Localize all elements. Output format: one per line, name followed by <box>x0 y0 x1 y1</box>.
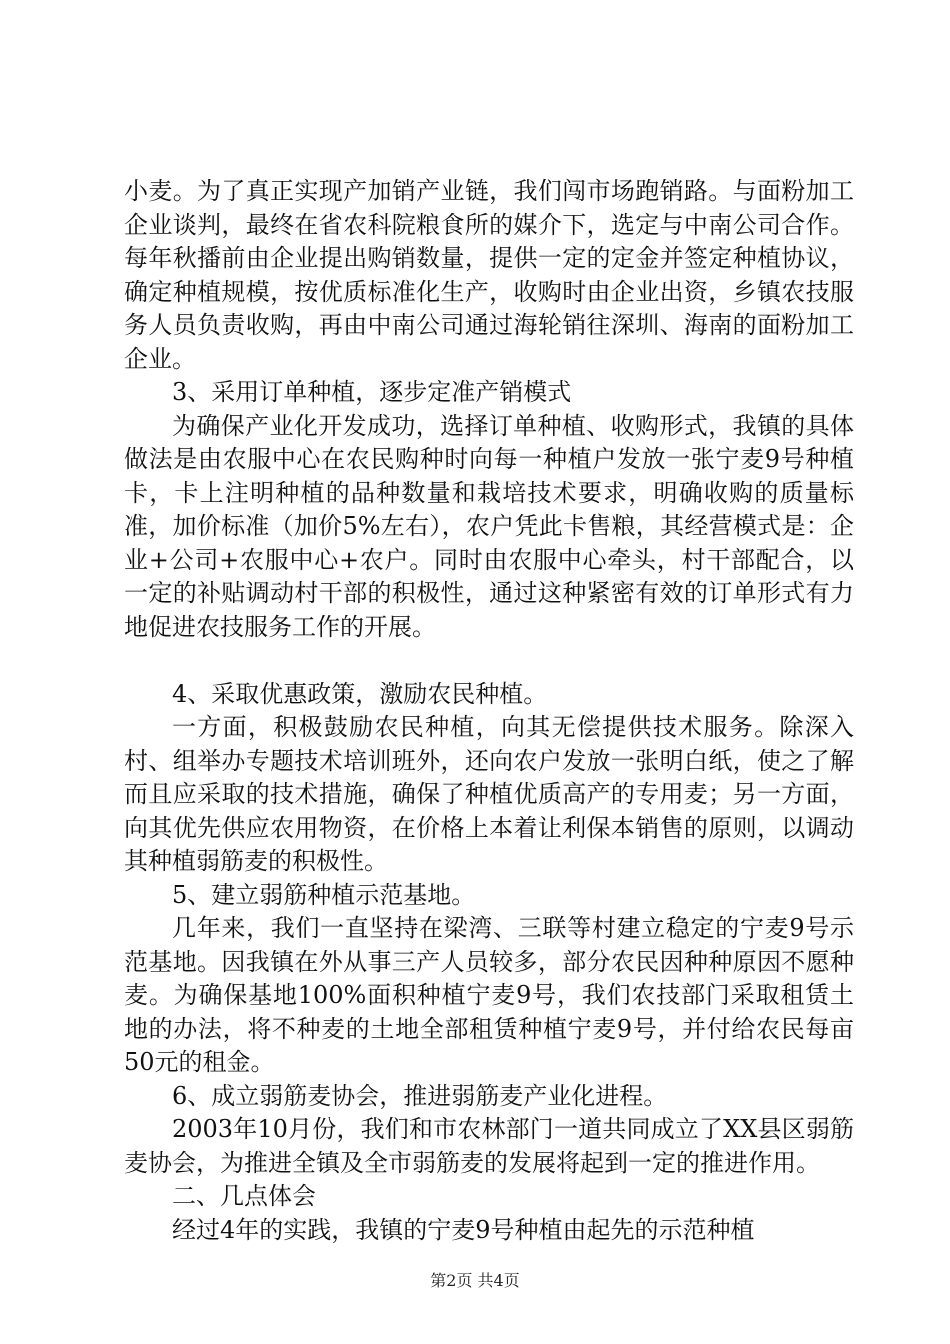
section-heading-6: 6、成立弱筋麦协会，推进弱筋麦产业化进程。 <box>172 1081 668 1110</box>
section-heading-3: 3、采用订单种植，逐步定准产销模式 <box>172 378 572 406</box>
paragraph-continued: 小麦。为了真正实现产加销产业链，我们闯市场跑销路。与面粉加工企业谈判，最终在省农科院粮食所的媒介下，选定与中南公司合作。每年秋播前由企业提出购销数量，提供一定的定金并签定种植协议，确定种植规模，按优质标准化生产，收购时由企业出资，乡镇农技服务人员负责收购，再由中南公司通过海轮销往深圳、海南的面粉加工企业。 <box>124 177 854 373</box>
paragraph-experience: 经过4年的实践，我镇的宁麦9号种植由起先的示范种植 <box>172 1215 755 1244</box>
section-heading-5: 5、建立弱筋种植示范基地。 <box>172 880 476 909</box>
paragraph-demo-base: 几年来，我们一直坚持在梁湾、三联等村建立稳定的宁麦9号示范基地。因我镇在外从事三产人员较多，部分农民因种种原因不愿种麦。为确保基地100%面积种植宁麦9号，我们农技部门采取租赁土地的办法，将不种麦的土地全部租赁种植宁麦9号，并付给农民每亩50元的租金。 <box>124 914 854 1076</box>
document-body <box>124 175 854 1247</box>
page-number-footer: 第2页 共4页 <box>430 1271 520 1290</box>
paragraph-gap <box>124 644 854 678</box>
paragraph-incentive-policy: 一方面，积极鼓励农民种植，向其无偿提供技术服务。除深入村、组举办专题技术培训班外，还向农户发放一张明白纸，使之了解而且应采取的技术措施，确保了种植优质高产的专用麦；另一方面，向其优先供应农用物资，在价格上本着让利保本销售的原则，以调动其种植弱筋麦的积极性。 <box>124 713 854 875</box>
paragraph-association: 2003年10月份，我们和市农林部门一道共同成立了XX县区弱筋麦协会，为推进全镇及全市弱筋麦的发展将起到一定的推进作用。 <box>124 1115 854 1177</box>
paragraph-order-planting: 为确保产业化开发成功，选择订单种植、收购形式，我镇的具体做法是由农服中心在农民购种时向每一种植户发放一张宁麦9号种植卡，卡上注明种植的品种数量和栽培技术要求，明确收购的质量标准，加价标准（加价5%左右），农户凭此卡售粮，其经营模式是：企业+公司+农服中心+农户。同时由农服中心牵头，村干部配合，以一定的补贴调动村干部的积极性，通过这种紧密有效的订单形式有力地促进农技服务工作的开展。 <box>124 411 854 641</box>
section-heading-experience: 二、几点体会 <box>172 1182 316 1210</box>
section-heading-4: 4、采取优惠政策，激励农民种植。 <box>172 679 548 708</box>
